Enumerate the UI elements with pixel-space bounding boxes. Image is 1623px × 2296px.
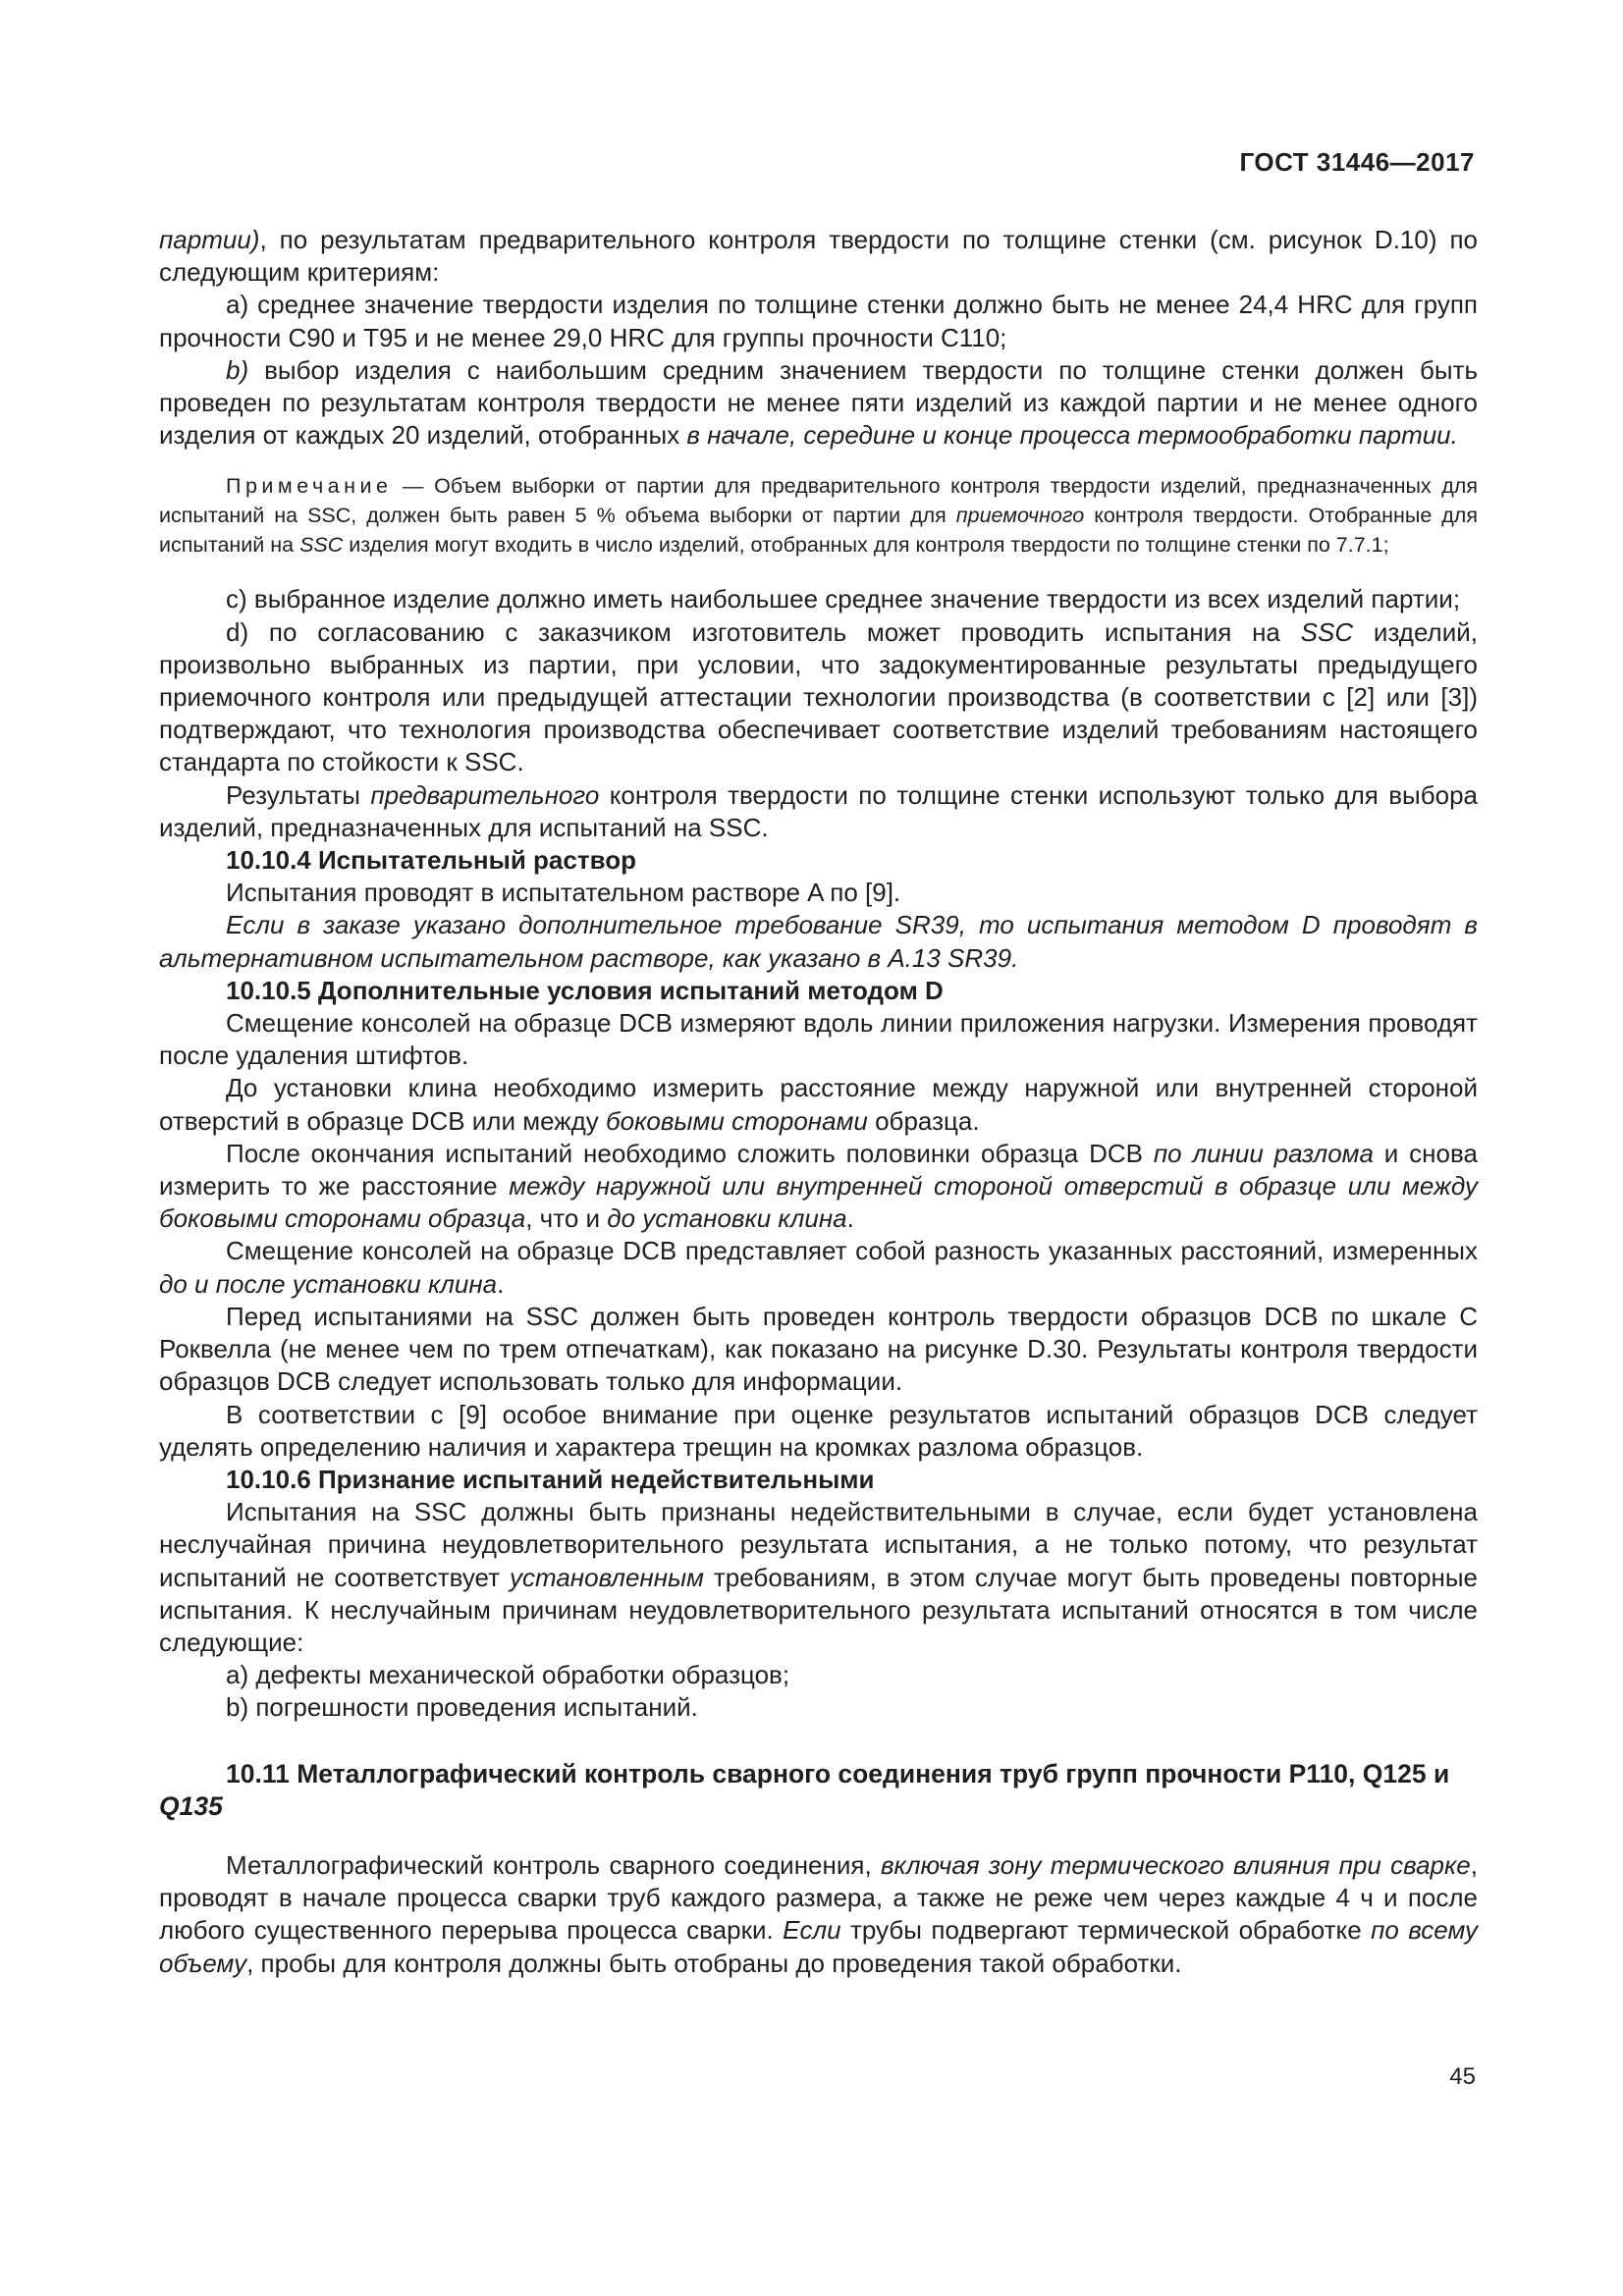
note-label: Примечание — [226, 474, 393, 499]
note: Примечание — Объем выборки от партии для предварительного контроля твердости изделий, предназначенных для испытаний на SSC, должен быть равен 5 % объема выборки от партии для приемочного контроля твердости. Отобранные для испытаний на SSC изделия могут входить в число изделий, отобранных для контроля твердости по толщине стенки по 7.7.1; — [159, 474, 1478, 558]
heading-10-10-4: 10.10.4 Испытательный раствор — [226, 845, 636, 876]
paragraph-10-10-5-d: Смещение консолей на образце DCB представляет собой разность указанных расстояний, измеренных до и после установки клина. — [159, 1236, 1478, 1299]
list-item-10-10-6-a: a) дефекты механической обработки образцов; — [226, 1660, 790, 1690]
paragraph-10-10-4-b: Если в заказе указано дополнительное требование SR39, то испытания методом D проводят в альтернативном испытательном растворе, как указано в A.13 SR39. — [159, 910, 1478, 973]
document-code: ГОСТ 31446—2017 — [1239, 147, 1475, 177]
heading-10-10-6: 10.10.6 Признание испытаний недействительными — [226, 1464, 875, 1494]
page-number: 45 — [1449, 2063, 1476, 2090]
paragraph-10-10-5-b: До установки клина необходимо измерить расстояние между наружной или внутренней стороной отверстий в образце DCB или между боковыми сторонами образца. — [159, 1073, 1478, 1136]
heading-10-10-5: 10.10.5 Дополнительные условия испытаний методом D — [226, 975, 944, 1005]
paragraph-10-10-6: Испытания на SSC должны быть признаны недействительными в случае, если будет установлена неслучайная причина неудовлетворительного результата испытания, а не только потому, что результат испытаний не соответствует установленным требованиям, в этом случае могут быть проведены повторные испытания. К неслучайным причинам неудовлетворительного результата испытаний относятся в том числе следующие: — [159, 1497, 1478, 1657]
paragraph-10-11: Металлографический контроль сварного соединения, включая зону термического влияния при сварке, проводят в начале процесса сварки труб каждого размера, а также не реже чем через каждые 4 ч и после любого существенного перерыва процесса сварки. Если трубы подвергают термической обработке по всему объему, пробы для контроля должны быть отобраны до проведения такой обработки. — [159, 1849, 1478, 1978]
heading-10-11: 10.11 Металлографический контроль сварного соединения труб групп прочности P110, Q125 и Q135 — [159, 1758, 1450, 1821]
paragraph-continuation: партии), по результатам предварительного контроля твердости по толщине стенки (см. рисунок D.10) по следующим критериям: — [159, 225, 1478, 288]
list-item-a: a) среднее значение твердости изделия по толщине стенки должно быть не менее 24,4 HRC для групп прочности C90 и T95 и не менее 29,0 HRC для группы прочности C110; — [159, 290, 1478, 352]
paragraph-10-10-5-a: Смещение консолей на образце DCB измеряют вдоль линии приложения нагрузки. Измерения проводят после удаления штифтов. — [159, 1008, 1478, 1071]
paragraph-10-10-5-f: В соответствии с [9] особое внимание при оценке результатов испытаний образцов DCB следует уделять определению наличия и характера трещин на кромках разлома образцов. — [159, 1399, 1478, 1462]
paragraph-10-10-5-e: Перед испытаниями на SSC должен быть проведен контроль твердости образцов DCB по шкале C Роквелла (не менее чем по трем отпечаткам), как показано на рисунке D.30. Результаты контроля твердости образцов DCB следует использовать только для информации. — [159, 1301, 1478, 1397]
list-item-c: c) выбранное изделие должно иметь наибольшее среднее значение твердости из всех изделий партии; — [226, 584, 1461, 614]
paragraph-10-10-5-c: После окончания испытаний необходимо сложить половинки образца DCB по линии разлома и снова измерить то же расстояние между наружной или внутренней стороной отверстий в образце или между боковыми сторонами образца, что и до установки клина. — [159, 1138, 1478, 1234]
document-body — [159, 224, 1478, 1980]
list-item-b: b) выбор изделия с наибольшим средним значением твердости по толщине стенки должен быть проведен по результатам контроля твердости не менее пяти изделий из каждой партии и не менее одного изделия от каждых 20 изделий, отобранных в начале, середине и конце процесса термообработки партии. — [159, 354, 1478, 451]
paragraph-10-10-4-a: Испытания проводят в испытательном растворе A по [9]. — [226, 878, 901, 908]
list-item-10-10-6-b: b) погрешности проведения испытаний. — [226, 1692, 698, 1723]
paragraph-results: Результаты предварительного контроля твердости по толщине стенки используют только для выбора изделий, предназначенных для испытаний на SSC. — [159, 779, 1478, 842]
list-item-d: d) по согласованию с заказчиком изготовитель может проводить испытания на SSC изделий, произвольно выбранных из партии, при условии, что задокументированные результаты предыдущего приемочного контроля или предыдущей аттестации технологии производства (в соответствии с [2] или [3]) подтверждают, что технология производства обеспечивает соответствие изделий требованиям настоящего стандарта по стойкости к SSC. — [159, 616, 1478, 777]
